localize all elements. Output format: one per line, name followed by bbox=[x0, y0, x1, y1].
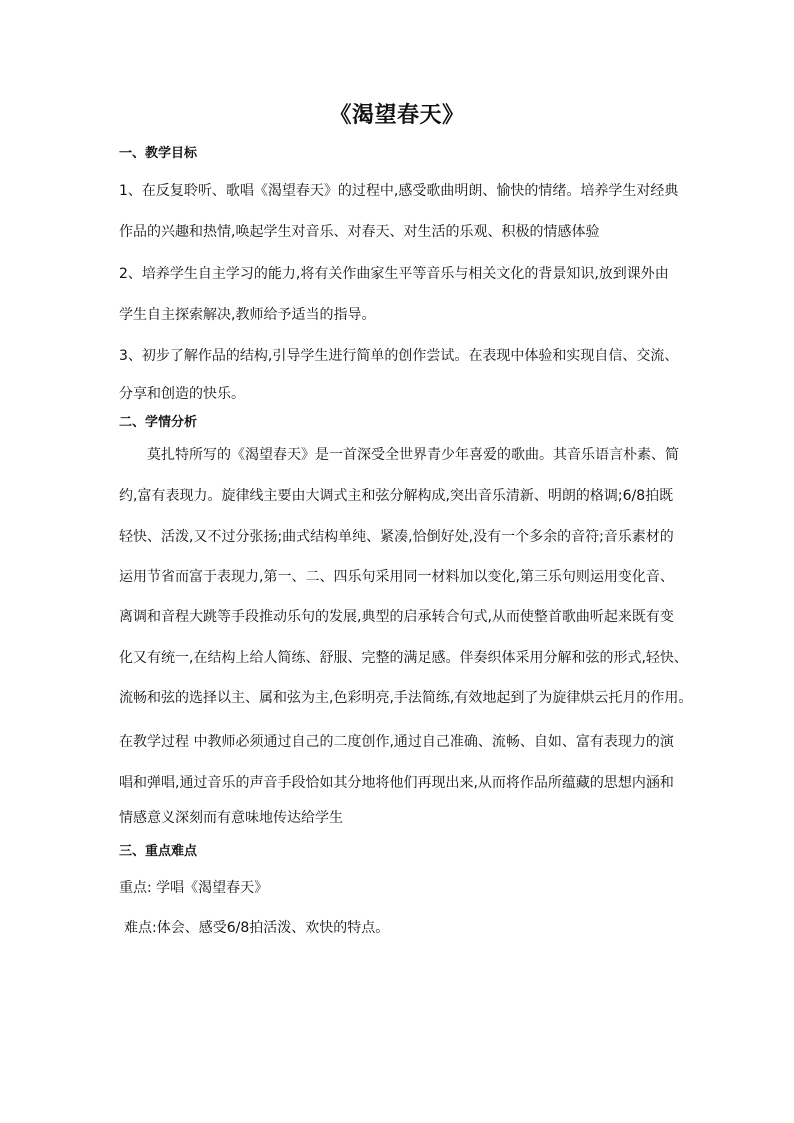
section-heading-key-points: 三、重点难点 bbox=[119, 844, 198, 859]
analysis-line: 离调和音程大跳等手段推动乐句的发展,典型的启承转合句式,从而使整首歌曲听起来既有变 bbox=[119, 609, 674, 625]
objectives-line: 2、培养学生自主学习的能力,将有关作曲家生平等音乐与相关文化的背景知识,放到课外由 bbox=[119, 266, 669, 282]
objectives-line: 3、初步了解作品的结构,引导学生进行简单的创作尝试。在表现中体验和实现自信、交流、 bbox=[119, 348, 679, 364]
objectives-line: 分享和创造的快乐。 bbox=[119, 386, 245, 402]
difficulty-line: 难点:体会、感受6/8拍活泼、欢快的特点。 bbox=[124, 920, 390, 936]
section-heading-analysis: 二、学情分析 bbox=[119, 415, 198, 430]
key-point-line: 重点: 学唱《渴望春天》 bbox=[119, 880, 269, 896]
section-heading-objectives: 一、教学目标 bbox=[119, 146, 198, 161]
objectives-line: 作品的兴趣和热情,唤起学生对音乐、对春天、对生活的乐观、积极的情感体验 bbox=[119, 224, 600, 240]
analysis-line: 流畅和弦的选择以主、属和弦为主,色彩明亮,手法简练,有效地起到了为旋律烘云托月的作用。 bbox=[119, 690, 693, 706]
objectives-line: 学生自主探索解决,教师给予适当的指导。 bbox=[119, 307, 376, 323]
analysis-line: 约,富有表现力。旋律线主要由大调式主和弦分解构成,突出音乐清新、明朗的格调;6/8拍既 bbox=[119, 488, 674, 504]
analysis-line: 唱和弹唱,通过音乐的声音手段恰如其分地将他们再现出来,从而将作品所蕴藏的思想内涵和 bbox=[119, 775, 674, 791]
analysis-line: 化又有统一,在结构上给人简练、舒服、完整的满足感。伴奏织体采用分解和弦的形式,轻快、 bbox=[119, 650, 688, 666]
document-title: 《渴望春天》 bbox=[329, 103, 465, 128]
analysis-line: 轻快、活泼,又不过分张扬;曲式结构单纯、紧凑,恰倒好处,没有一个多余的音符;音乐素材的 bbox=[119, 529, 674, 545]
objectives-line: 1、在反复聆听、歌唱《渴望春天》的过程中,感受歌曲明朗、愉快的情绪。培养学生对经典 bbox=[119, 183, 679, 199]
analysis-line: 在教学过程 中教师必须通过自己的二度创作,通过自己准确、流畅、自如、富有表现力的演 bbox=[119, 734, 674, 750]
analysis-line: 情感意义深刻而有意味地传达给学生 bbox=[119, 810, 343, 826]
analysis-line: 莫扎特所写的《渴望春天》是一首深受全世界青少年喜爱的歌曲。其音乐语言朴素、简 bbox=[147, 447, 679, 463]
analysis-line: 运用节省而富于表现力,第一、二、四乐句采用同一材料加以变化,第三乐句则运用变化音、 bbox=[119, 569, 674, 585]
